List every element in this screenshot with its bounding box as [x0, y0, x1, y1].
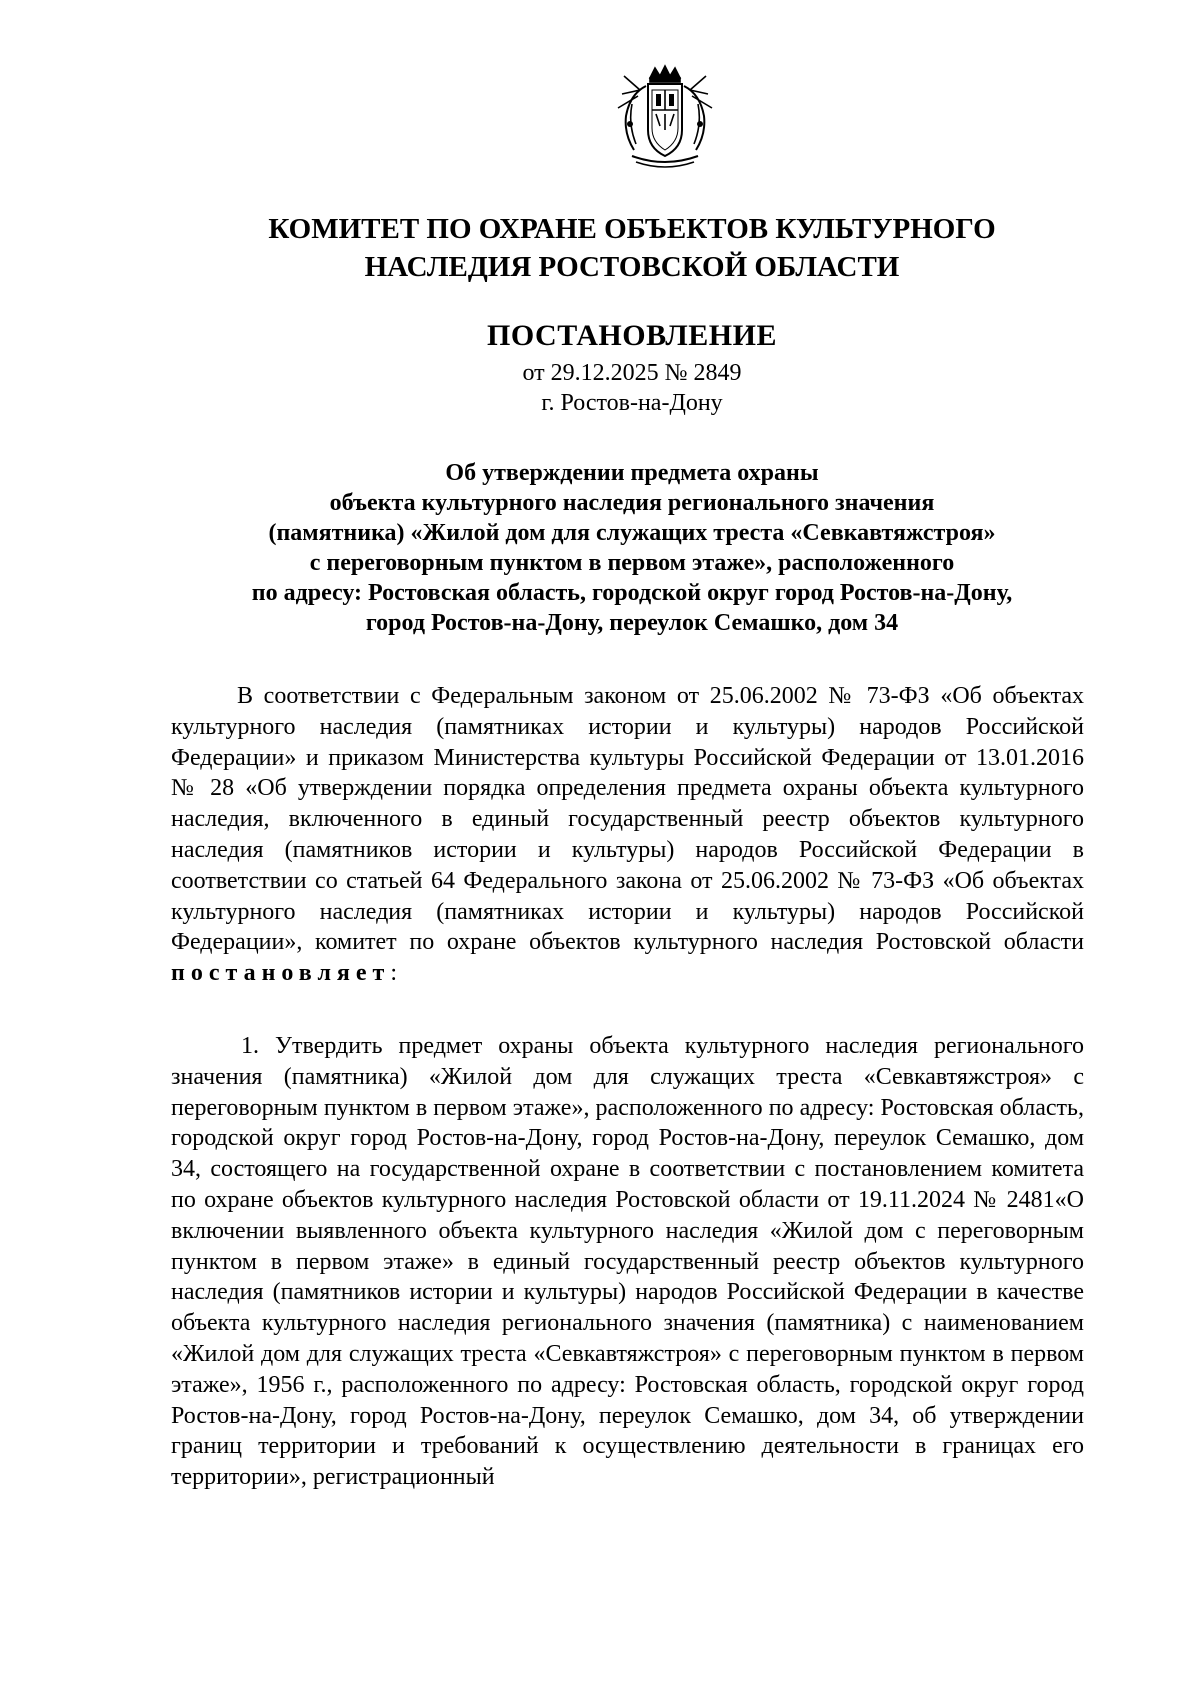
document-type: ПОСТАНОВЛЕНИЕ [487, 319, 777, 352]
organization-name-line-1: КОМИТЕТ ПО ОХРАНЕ ОБЪЕКТОВ КУЛЬТУРНОГО [268, 213, 996, 245]
organization-name-line-2: НАСЛЕДИЯ РОСТОВСКОЙ ОБЛАСТИ [364, 251, 900, 283]
coat-of-arms-icon [610, 64, 720, 174]
decree-word: постановляет [171, 960, 391, 987]
document-city: г. Ростов-на-Дону [541, 390, 723, 416]
preamble-text: В соответствии с Федеральным законом от 25.06.2002 № 73-ФЗ «Об объектах культурного наследия (памятниках истории и культуры) народов Российской Федерации» и приказом Министерства культуры Российской Федерации от 13.01.2016 № 28 «Об утверждении порядка определения предмета охраны объекта культурного наследия, включенного в единый государственный реестр объектов культурного наследия (памятников истории и культуры) народов Российской Федерации в соответствии со статьей 64 Федерального закона от 25.06.2002 № 73-ФЗ «Об объектах культурного наследия (памятниках истории и культуры) народов Российской Федерации», комитет по охране объектов культурного наследия Ростовской области [171, 683, 1084, 956]
preamble-paragraph [171, 681, 1084, 989]
document-title-line: с переговорным пунктом в первом этаже», расположенного [309, 550, 955, 576]
document-date-number: от 29.12.2025 № 2849 [522, 360, 742, 386]
item-1-paragraph: 1. Утвердить предмет охраны объекта культурного наследия регионального значения (памятника) «Жилой дом для служащих треста «Севкавтяжстроя» с переговорным пунктом в первом этаже», расположенного по адресу: Ростовская область, городской округ город Ростов-на-Дону, город Ростов-на-Дону, переулок Семашко, дом 34, состоящего на государственной охране в соответствии с постановлением комитета по охране объектов культурного наследия Ростовской области от 19.11.2024 № 2481«О включении выявленного объекта культурного наследия «Жилой дом с переговорным пунктом в первом этаже» в единый государственный реестр объектов культурного наследия (памятников истории и культуры) народов Российской Федерации в качестве объекта культурного наследия регионального значения (памятника) с наименованием «Жилой дом для служащих треста «Севкавтяжстроя» с переговорным пунктом в первом этаже», 1956 г., расположенного по адресу: Ростовская область, городской округ город Ростов-на-Дону, город Ростов-на-Дону, переулок Семашко, дом 34, об утверждении границ территории и требований к осуществлению деятельности в границах его территории», регистрационный [171, 1033, 1084, 1491]
document-title-line: (памятника) «Жилой дом для служащих треста «Севкавтяжстроя» [268, 520, 996, 546]
document-title-line: по адресу: Ростовская область, городской округ город Ростов-на-Дону, [251, 580, 1013, 606]
document-title-line: объекта культурного наследия регионального значения [329, 490, 935, 516]
decree-colon: : [390, 960, 397, 987]
document-title-line: Об утверждении предмета охраны [445, 460, 819, 486]
document-title-line: город Ростов-на-Дону, переулок Семашко, дом 34 [365, 610, 899, 636]
